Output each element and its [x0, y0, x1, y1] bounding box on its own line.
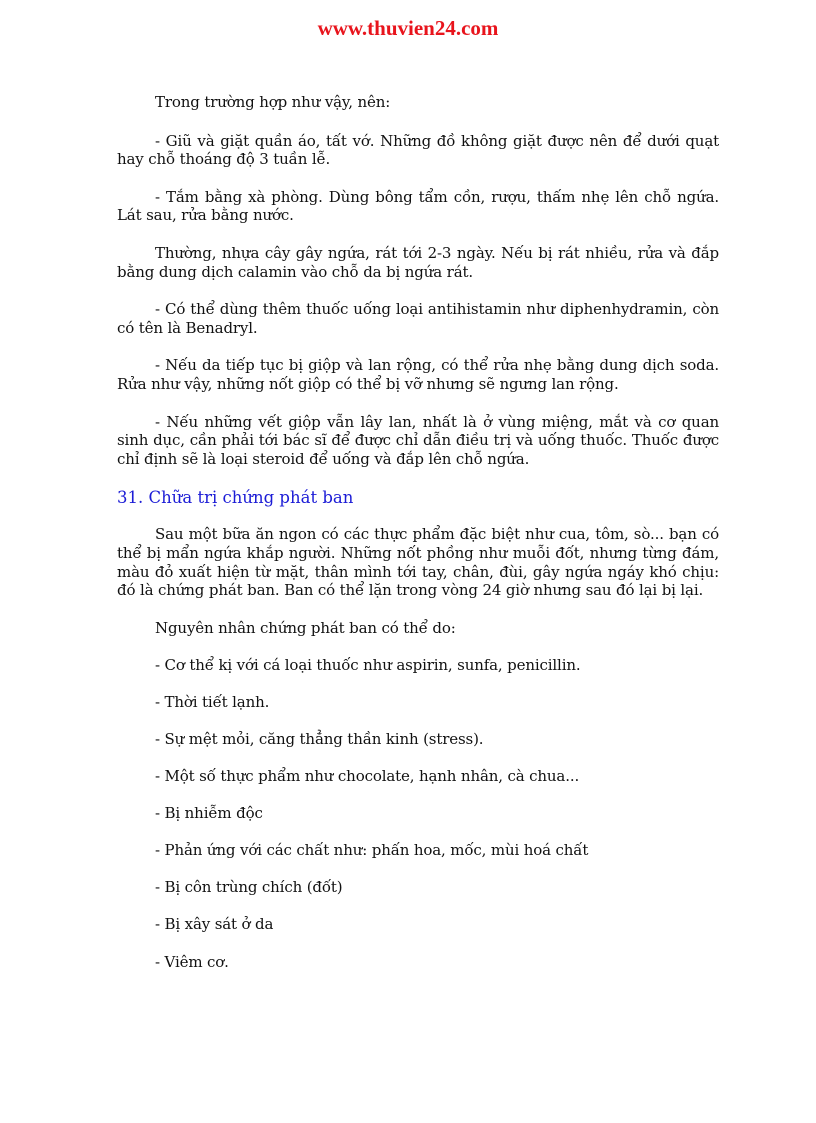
page-content [117, 93, 719, 971]
list-item: - Bị côn trùng chích (đốt) [155, 878, 343, 897]
paragraph: - Nếu những vết giộp vẫn lây lan, nhất là ở vùng miệng, mắt và cơ quan sinh dục, cần phải tới bác sĩ để được chỉ dẫn điều trị và uống thuốc. Thuốc được chỉ định sẽ là loại steroid để uống và đắp lên chỗ ngứa. [117, 412, 719, 468]
paragraph: Thường, nhựa cây gây ngứa, rát tới 2-3 ngày. Nếu bị rát nhiều, rửa và đắp bằng dung dịch calamin vào chỗ da bị ngứa rát. [117, 243, 719, 281]
list-item: - Thời tiết lạnh. [155, 692, 270, 711]
list-item: - Bị xây sát ở da [155, 915, 274, 934]
paragraph: Sau một bữa ăn ngon có các thực phẩm đặc biệt như cua, tôm, sò... bạn có thể bị mẩn ngứa khắp người. Những nốt phồng như muỗi đốt, nhưng từng đám, màu đỏ xuất hiện từ mặt, thân mình tới tay, chân, đùi, gây ngứa ngáy khó chịu: đó là chứng phát ban. Ban có thể lặn trong vòng 24 giờ nhưng sau đó lại bị lại. [117, 525, 719, 600]
paragraph: - Nếu da tiếp tục bị giộp và lan rộng, có thể rửa nhẹ bằng dung dịch soda. Rửa như vậy, những nốt giộp có thể bị vỡ nhưng sẽ ngưng lan rộng. [117, 356, 719, 393]
paragraph: - Giũ và giặt quần áo, tất vớ. Những đồ không giặt được nên để dưới quạt hay chỗ thoáng độ 3 tuần lễ. [117, 131, 719, 169]
list-item: - Sự mệt mỏi, căng thẳng thần kinh (stress). [155, 729, 484, 748]
list-item: - Bị nhiễm độc [155, 804, 263, 823]
paragraph: - Tắm bằng xà phòng. Dùng bông tẩm cồn, rượu, thấm nhẹ lên chỗ ngứa. Lát sau, rửa bằng nước. [117, 187, 719, 225]
list-item: - Viêm cơ. [155, 952, 229, 971]
causes-intro: Nguyên nhân chứng phát ban có thể do: [155, 618, 456, 637]
site-header-url[interactable]: www.thuvien24.com [317, 16, 499, 40]
paragraph: - Có thể dùng thêm thuốc uống loại antihistamin như diphenhydramin, còn có tên là Benadryl. [117, 300, 719, 337]
list-item: - Phản ứng với các chất như: phấn hoa, mốc, mùi hoá chất [155, 841, 589, 860]
list-item: - Cơ thể kị với cá loại thuốc như aspirin, sunfa, penicillin. [155, 655, 581, 674]
section-intro: Trong trường hợp như vậy, nên: [155, 93, 391, 111]
list-item: - Một số thực phẩm như chocolate, hạnh nhân, cà chua... [155, 767, 580, 786]
section-heading: 31. Chữa trị chứng phát ban [117, 488, 354, 508]
